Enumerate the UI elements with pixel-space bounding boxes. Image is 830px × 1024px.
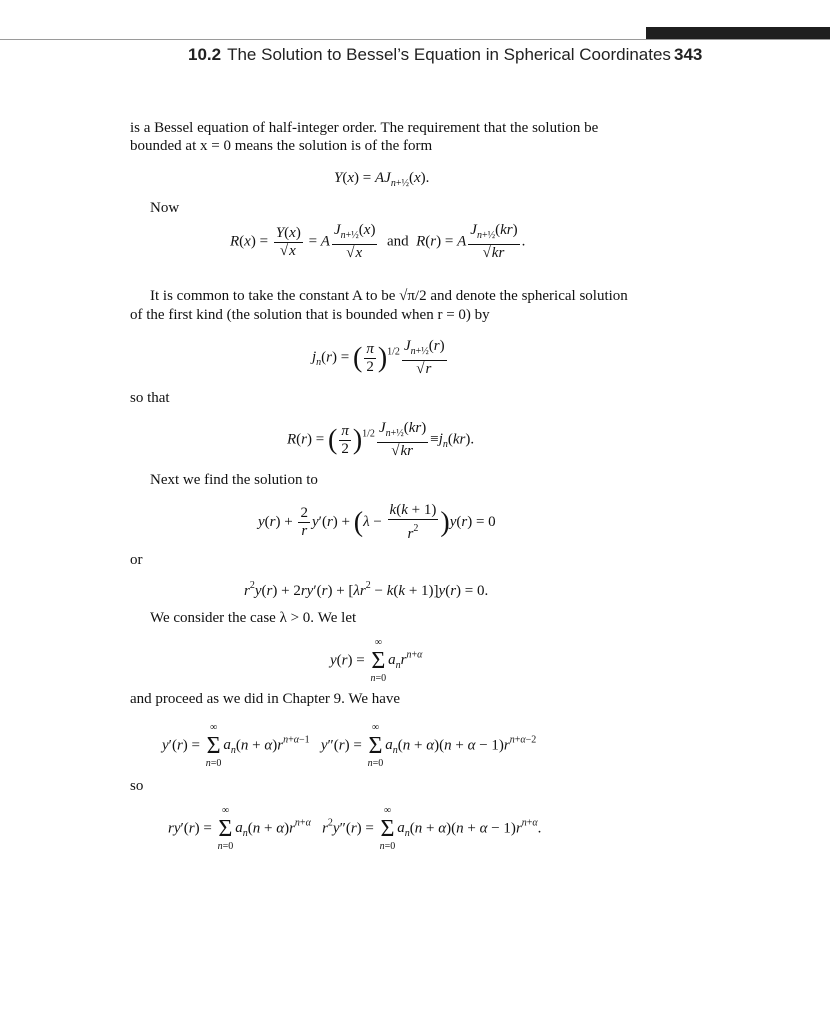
paragraph-line: of the first kind (the solution that is bounded when r = 0) by [130,307,490,323]
label-so-that: so that [130,390,170,406]
equation-jn: $j_n(r)$ = ( $\frac{\pi}{2}$ )$^{1/2}$ $\frac{J_{n+\frac{1}{2}}(r)}{√r}$ [312,338,445,377]
equation-Y: $Y(x) = AJ_{n+\frac{1}{2}}(x)$. [334,170,430,189]
paragraph-line: It is common to take the constant A to be √π/2 and denote the spherical solution [150,288,628,304]
section-title: The Solution to Bessel’s Equation in Spherical Coordinates [227,45,671,64]
equation-final: ry′(r) = ∞ Σ n=0 $a_n(n + \alpha)r^{n+\alpha}$ $r^2y''(r)$ = ∞ Σ n=0 $a_n(n + \alpha)(n + \alpha - 1)r^{n+\alpha}$. [168,805,542,852]
equation-series: y(r) = ∞ Σ n=0 $a_nr^{n+\alpha}$ [330,637,423,684]
paragraph-line: bounded at x = 0 means the solution is of the form [130,138,433,154]
paragraph-line: is a Bessel equation of half-integer order. The requirement that the solution be [130,120,599,136]
page-number: 343 [674,45,703,64]
paragraph-line: We consider the case λ > 0. We let [150,610,357,626]
running-head [188,45,671,65]
label-so: so [130,778,144,794]
paragraph-line: and proceed as we did in Chapter 9. We have [130,691,401,707]
header-rule [0,39,830,40]
equation-R: R(x) = $\frac{Y(x)}{√x}$ = A $\frac{J_{n+\frac{1}{2}}(x)}{√x}$ and R(r) = A $\frac{J_{n+\frac{1}{2}}(kr)}{√kr}$ . [230,222,526,261]
equation-ode-2: $r^2y(r) + 2ry'(r) + [\lambda r^2 - k(k + 1)]y(r) = 0$. [244,580,489,599]
equation-derivatives: y′(r) = ∞ Σ n=0 $a_n(n + \alpha)r^{n+\alpha-1}$ y″(r) = ∞ Σ n=0 $a_n(n + \alpha)(n + \alpha - 1)r^{n+\alpha-2}$ [162,722,537,769]
label-or: or [130,552,143,568]
section-number: 10.2 [188,45,222,64]
paragraph-line: Next we find the solution to [150,472,318,488]
equation-ode: y(r) + $\frac{2}{r}$ y′(r) + (λ − $\frac{k(k + 1)}{r^2}$ )y(r) = 0 [258,502,496,542]
label-now: Now [150,200,180,216]
equation-R-jn: R(r) = ( $\frac{\pi}{2}$ )$^{1/2}$ $\frac{J_{n+\frac{1}{2}}(kr)}{√kr}$ $\equiv j_n(kr)$. [287,420,475,459]
